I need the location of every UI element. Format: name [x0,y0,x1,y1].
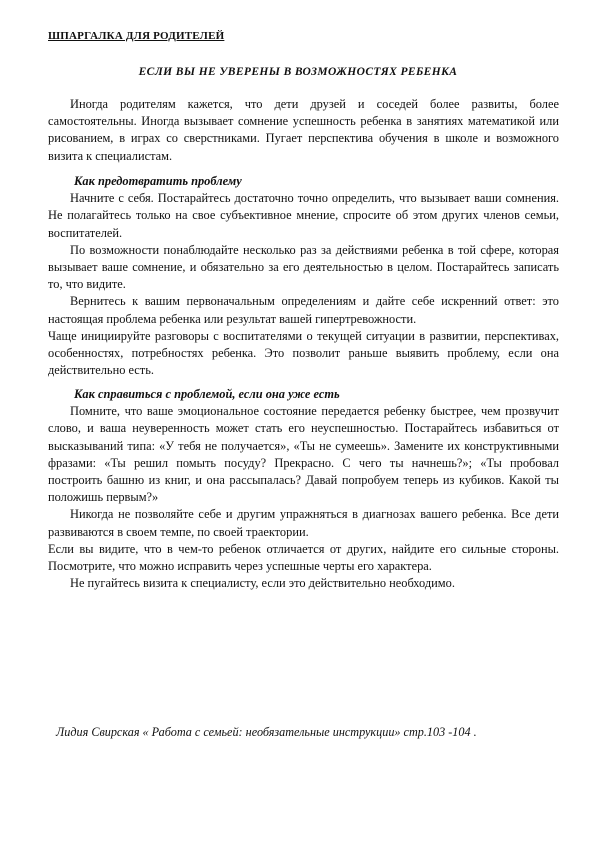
section-coping [48,386,559,592]
paragraph: По возможности понаблюдайте несколько раз за действиями ребенка в той сфере, которая вызывает ваше сомнение, и обязательно за его деятельностью в целом. Постарайтесь записать то, что видите. [48,242,559,292]
paragraph: Вернитесь к вашим первоначальным определениям и дайте себе искренний ответ: это настоящая проблема ребенка или результат вашей гипертревожности. [48,294,559,326]
citation: Лидия Свирская « Работа с семьей: необязательные инструкции» стр.103 -104 . [56,725,477,739]
paragraph: Помните, что ваше эмоциональное состояние передается ребенку быстрее, чем прозвучит слово, и ваша неуверенность может стать его неуспешностью. Постарайтесь избавиться от высказываний типа: «У тебя не получается», «Ты не сумеешь». Замените их конструктивными фразами: «Ты решил помыть посуду? Прекрасно. С чего ты начнешь?»; «Ты пробовал построить башню из книг, и она рассыпалась? Давай попробуем теперь из кубиков. Какой ты положишь первым?» [48,404,559,505]
paragraph: Никогда не позволяйте себе и другим упражняться в диагнозах вашего ребенка. Все дети развиваются в своем темпе, по своей траектории. [48,507,559,539]
section-heading: Как предотвратить проблему [74,174,242,188]
paragraph: Начните с себя. Постарайтесь достаточно точно определить, что вызывает ваши сомнения. Не полагайтесь только на свое субъективное мнение, спросите об этом других членов семьи, воспитателей. [48,191,559,240]
paragraph: Не пугайтесь визита к специалисту, если это действительно необходимо. [70,576,455,591]
document-header: ШПАРГАЛКА ДЛЯ РОДИТЕЛЕЙ [48,30,225,42]
intro-paragraph: Иногда родителям кажется, что дети друзей и соседей более развиты, более самостоятельны. Иногда вызывает сомнение успешность ребенка в занятиях математикой или рисованием, в играх со сверстниками. Пугает перспектива обучения в школе и возможного визита к специалистам. [48,97,559,163]
section-prevention [48,173,559,379]
paragraph: Чаще инициируйте разговоры с воспитателями о текущей ситуации в развитии, перспективах, особенностях, потребностях ребенка. Это позволит раньше выявить проблему, если она действительно есть. [48,328,559,378]
section-heading: Как справиться с проблемой, если она уже есть [74,387,340,401]
document-title: ЕСЛИ ВЫ НЕ УВЕРЕНЫ В ВОЗМОЖНОСТЯХ РЕБЕНКА [138,66,458,78]
intro-block [48,96,559,165]
paragraph: Если вы видите, что в чем-то ребенок отличается от других, найдите его сильные стороны. Посмотрите, что можно исправить через успешные черты его характера. [48,541,559,574]
